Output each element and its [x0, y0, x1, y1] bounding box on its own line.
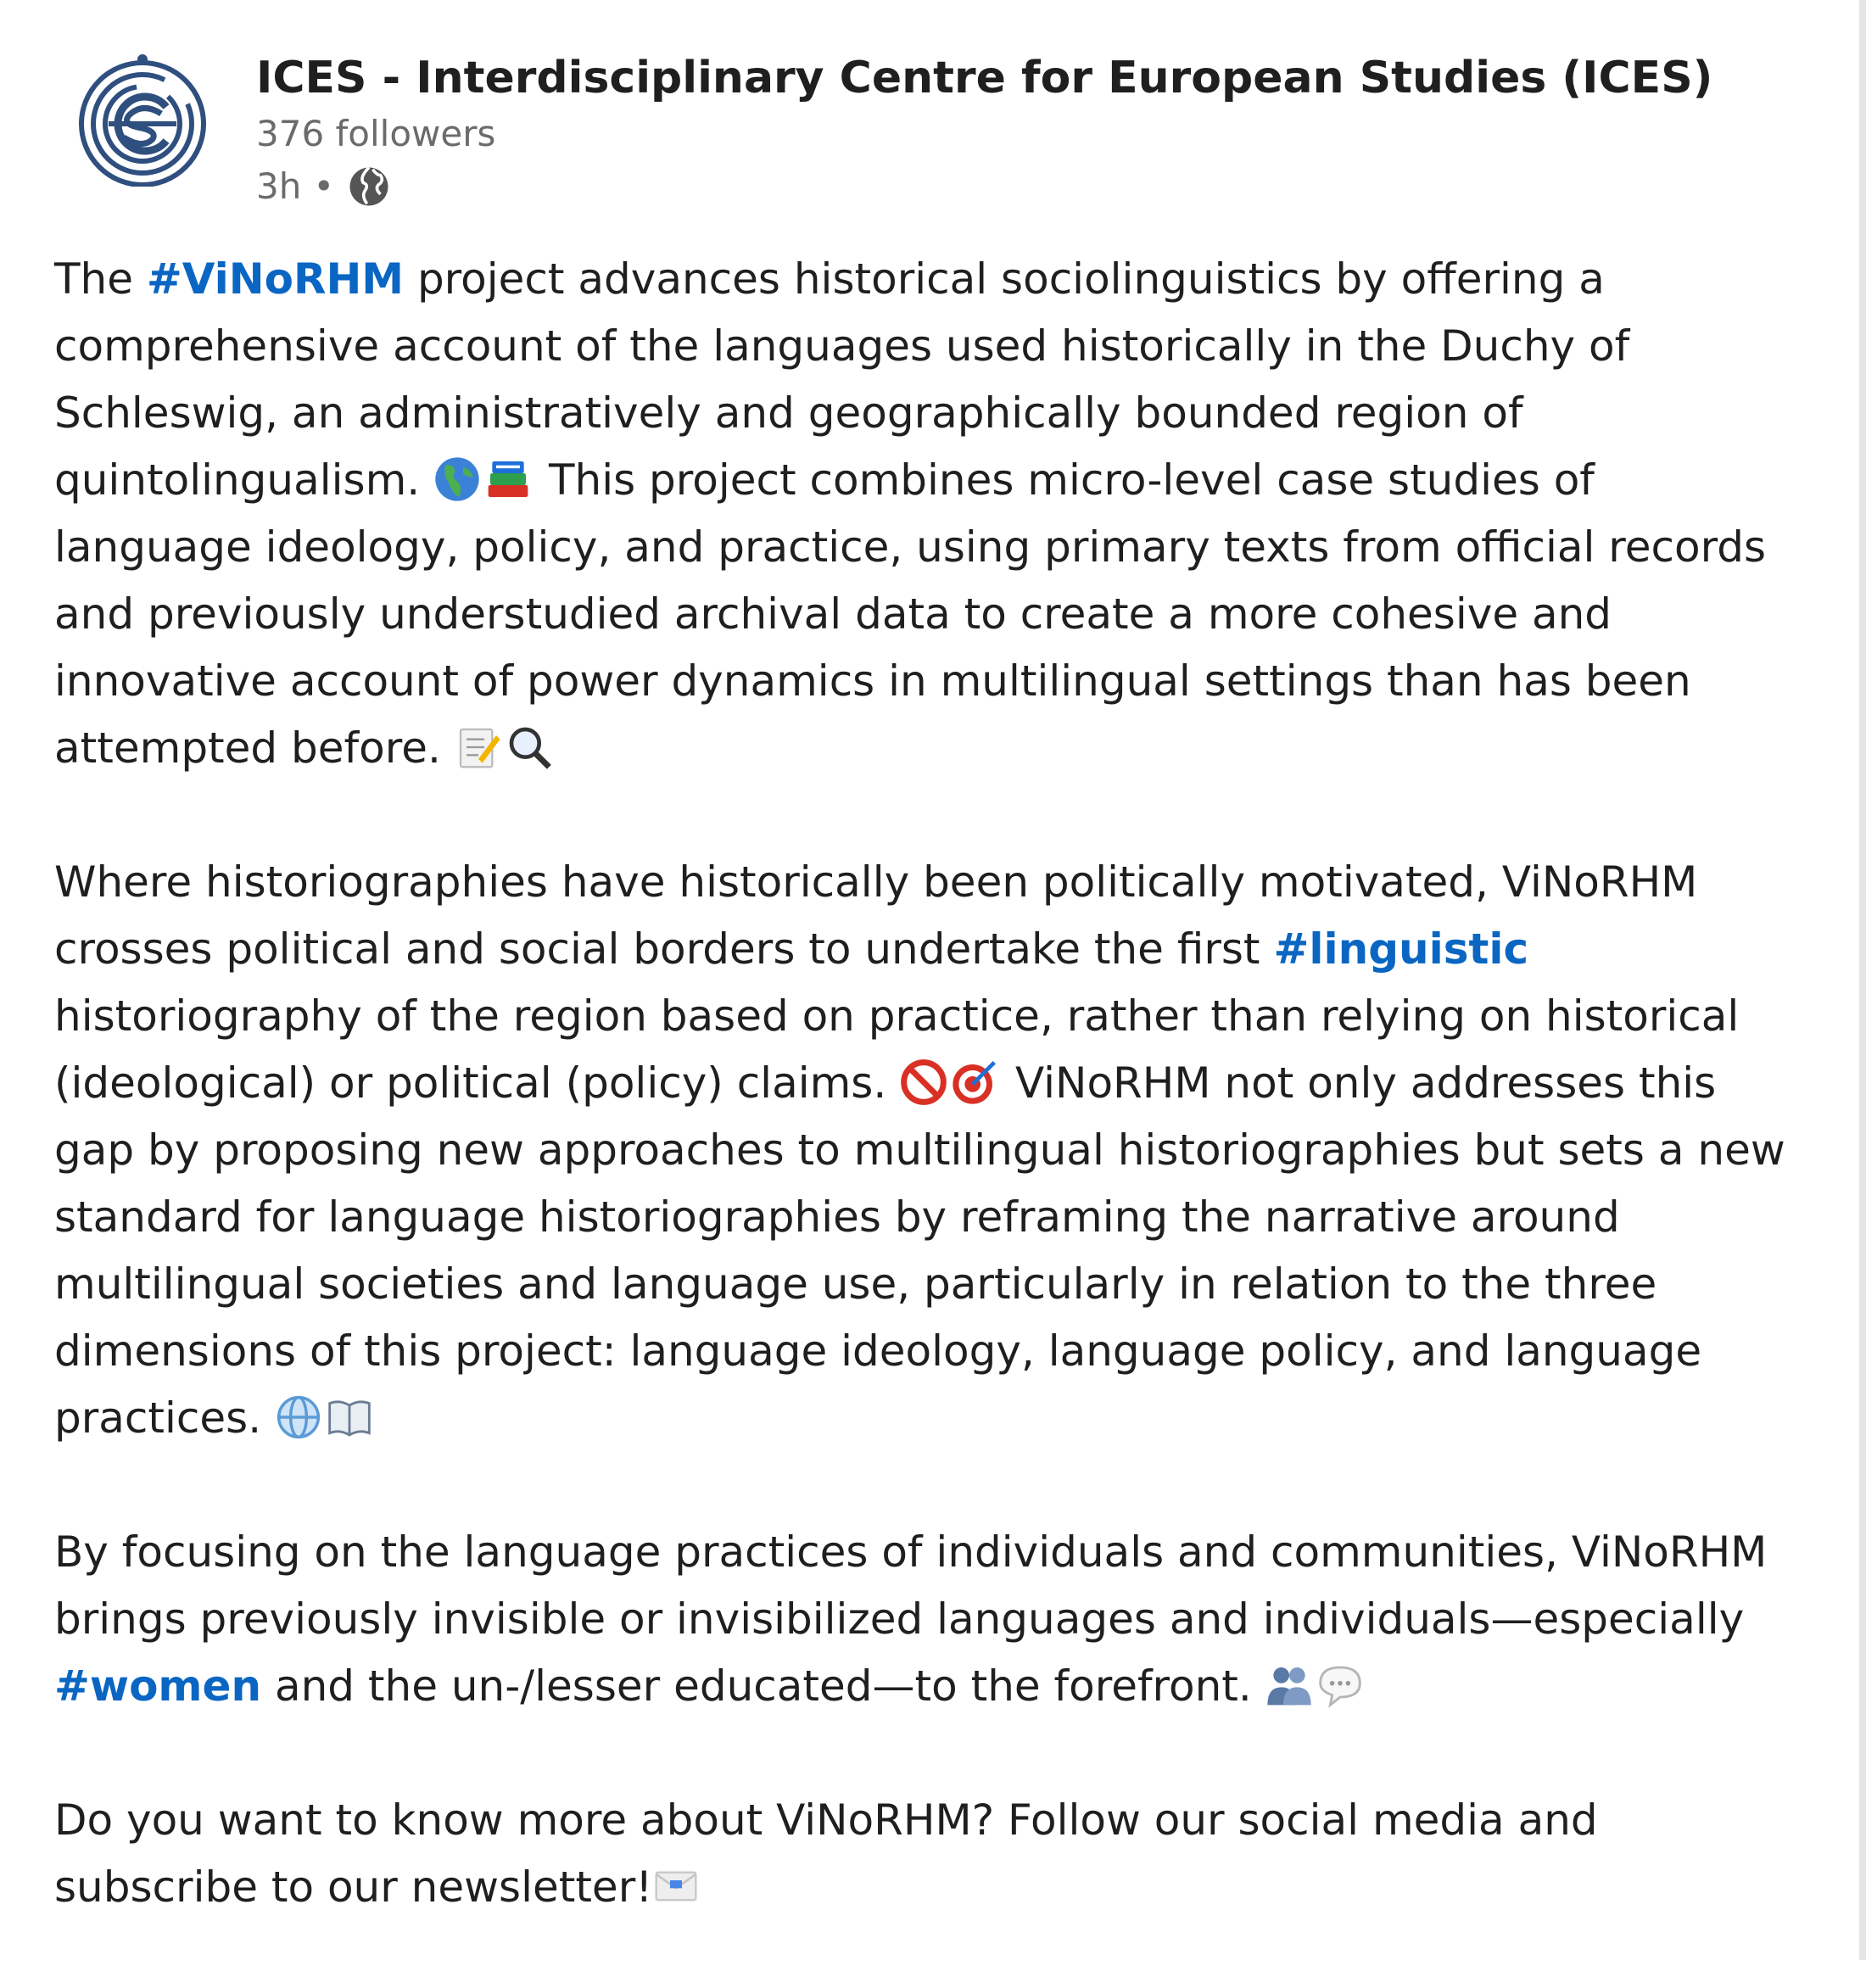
memo-emoji	[455, 723, 502, 771]
text-segment: project advances historical sociolinguistics by offering a comprehensive account of the languages used historically in the Duchy of Schleswig, an administratively and geographically bounded region of quintolingualism.	[54, 254, 1630, 505]
books-emoji	[484, 455, 532, 503]
post-time-row	[256, 161, 1712, 212]
post-time: 3h	[256, 165, 302, 207]
ices-logo-avatar[interactable]	[75, 51, 210, 187]
text-segment: This project combines micro-level case studies of language ideology, policy, and practice, using primary texts from official records and previously understudied archival data to create a more cohesive and innovative account of power dynamics in multilingual settings than has been attempted before.	[54, 455, 1767, 773]
text-segment: historiography of the region based on practice, rather than relying on historical (ideological) or political (policy) claims.	[54, 991, 1740, 1108]
people-emoji	[1265, 1661, 1313, 1709]
text-segment: Where historiographies have historically been politically motivated, ViNoRHM crosses political and social borders to undertake the first	[54, 857, 1698, 974]
paragraph-3	[54, 1519, 1793, 1720]
hashtag-vinorhm-link[interactable]: #ViNoRHM	[146, 254, 405, 304]
globe-africa-emoji	[433, 455, 481, 503]
text-segment: Do you want to know more about ViNoRHM? Follow our social media and subscribe to our newsletter!	[54, 1795, 1598, 1912]
envelope-emoji	[652, 1862, 700, 1910]
magnifier-emoji	[506, 723, 553, 771]
prohibited-emoji	[900, 1058, 947, 1106]
post-body	[54, 246, 1793, 1988]
globe-meridians-emoji	[275, 1393, 322, 1441]
hashtag-linguistic-link[interactable]: #linguistic	[1273, 924, 1529, 974]
post-header	[75, 51, 1712, 212]
open-book-emoji	[326, 1393, 373, 1441]
org-name-link[interactable]: ICES - Interdisciplinary Centre for European Studies (ICES)	[256, 53, 1713, 103]
post-meta	[256, 51, 1712, 212]
globe-icon	[346, 164, 392, 209]
paragraph-1	[54, 246, 1793, 782]
page-right-border	[1859, 0, 1866, 1960]
paragraph-4	[54, 1787, 1793, 1921]
text-segment: ViNoRHM not only addresses this gap by proposing new approaches to multilingual historiographies but sets a new standard for language historiographies by reframing the narrative around multilingual societies and language use, particularly in relation to the three dimensions of this project: language ideology, language policy, and language practices.	[54, 1058, 1785, 1443]
paragraph-2	[54, 849, 1793, 1452]
text-segment: and the un-/lesser educated—to the forefront.	[261, 1661, 1252, 1711]
text-segment: By focusing on the language practices of individuals and communities, ViNoRHM brings previously invisible or invisibilized languages and individuals—especially	[54, 1527, 1768, 1644]
text-segment: The	[54, 254, 147, 304]
speech-bubble-emoji	[1316, 1661, 1364, 1709]
target-emoji	[951, 1058, 998, 1106]
hashtag-women-link[interactable]: #women	[54, 1661, 262, 1711]
separator-dot: •	[313, 165, 335, 207]
followers-count: 376 followers	[256, 113, 496, 154]
